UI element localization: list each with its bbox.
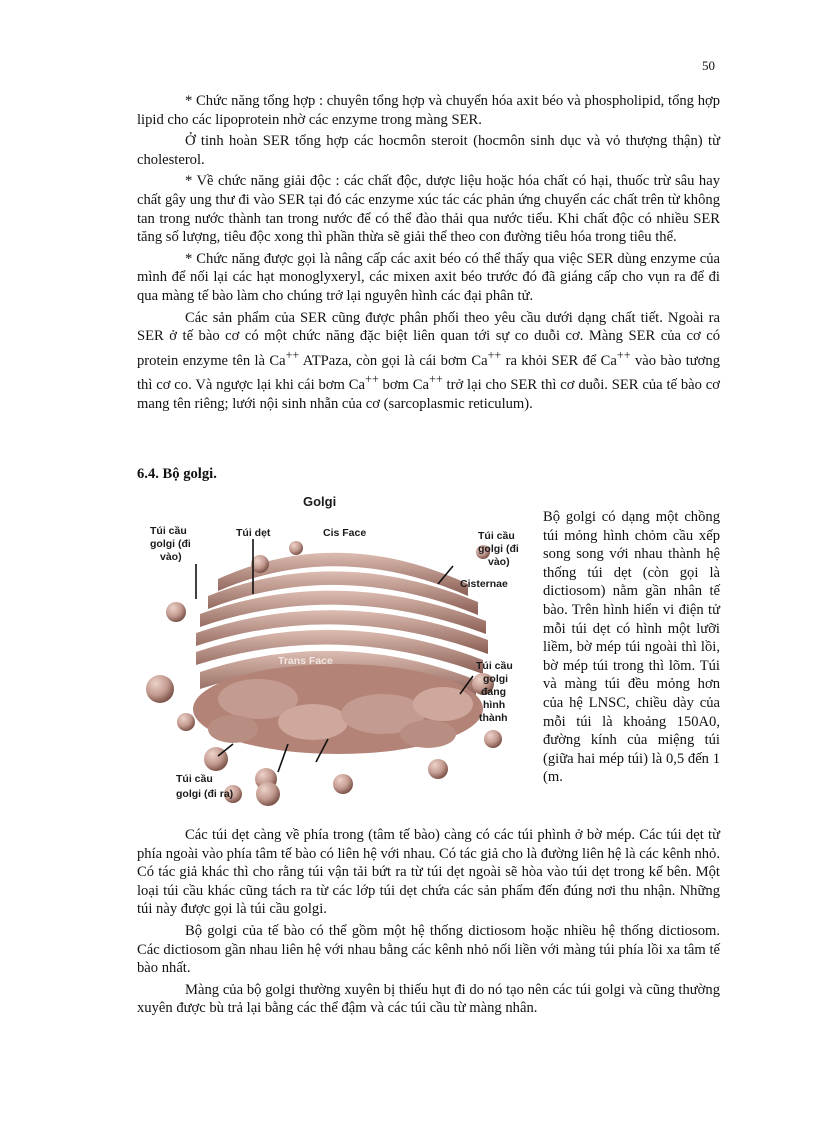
paragraph-ser-muscle: Các sản phẩm của SER cũng được phân phối theo yêu cầu dưới dạng chất tiết. Ngoài ra SER ở tế bào cơ có một chức năng đặc biệt liên quan tới sự co duỗi cơ. Màng SER của cơ có protein enzyme tên là Ca++ ATPaza, còn gọi là cái bơm Ca++ ra khỏi SER để Ca++ vào bào tương thì cơ co. Và ngược lại khi cái bơm Ca++ bơm Ca++ trở lại cho SER thì cơ duỗi. SER của tế bào cơ mang tên riêng; lưới nội sinh nhẵn của cơ (sarcoplasmic reticulum). xyxy=(137,309,720,412)
label-cisternae: Cisternae xyxy=(460,578,508,590)
golgi-illustration xyxy=(138,484,531,819)
label-forming: thành xyxy=(479,712,508,724)
page-number: 50 xyxy=(702,58,715,73)
label-vesicle-in-right: golgi (đi xyxy=(478,543,519,555)
label-vesicle-in-right: vào) xyxy=(488,556,510,568)
label-forming: Túi cầu xyxy=(476,660,513,672)
section-heading: 6.4. Bộ golgi. xyxy=(137,466,217,482)
label-vesicle-out: Túi cầu xyxy=(176,773,213,785)
paragraph: * Chức năng được gọi là nâng cấp các axit béo có thể thấy qua việc SER dùng enzyme của mình để nối lại các hạt monoglyxeryl, các mixen axit béo trước đó đã giáng cấp cho vụn ra để đi qua màng tế bào làm cho chúng trở lại nguyên hình các đại phân tử. xyxy=(137,250,720,304)
label-forming: hình xyxy=(483,699,506,711)
label-forming: đang xyxy=(481,686,507,698)
paragraph: Bộ golgi của tế bào có thể gồm một hệ thống dictiosom hoặc nhiều hệ thống dictiosom. Các dictiosom gần nhau liên hệ với nhau bằng các kênh nhỏ nối liền với màng túi phía lồi xa tâm tế bào nhất. xyxy=(137,922,720,977)
body-text-bottom xyxy=(137,826,720,1021)
paragraph: Ở tinh hoàn SER tổng hợp các hocmôn steroit (hocmôn sinh dục và vỏ thượng thận) từ cholesterol. xyxy=(137,133,720,168)
label-forming: golgi xyxy=(483,673,509,685)
body-text-top xyxy=(137,92,720,416)
label-trans-face: Trans Face xyxy=(278,655,333,667)
label-vesicle-in-left: Túi cầu xyxy=(150,525,187,537)
label-vesicle-out: golgi (đi ra) xyxy=(176,788,234,800)
paragraph: Màng của bộ golgi thường xuyên bị thiếu hụt đi do nó tạo nên các túi golgi và cũng thường xuyên được bù trả lại bằng các thể đậm và các túi cầu từ màng nhân. xyxy=(137,981,720,1017)
paragraph: * Về chức năng giải độc : các chất độc, dược liệu hoặc hóa chất có hại, thuốc trừ sâu hay chất gây ung thư đi vào SER tại đó các enzyme xúc tác các phản ứng chuyển các chất trên từ không tan trong nước thành tan trong nước để có thể đào thải qua nước tiểu. Khi chất độc có nhiều SER tăng số lượng, tiêu độc xong thì phần thừa sẽ giải thể theo con đường tiêu hóa trong tiêu thể. xyxy=(137,173,720,246)
label-flat-sac: Túi dẹt xyxy=(236,527,271,539)
label-vesicle-in-left: vào) xyxy=(160,551,182,563)
figure-title: Golgi xyxy=(303,494,337,509)
golgi-figure xyxy=(138,484,531,819)
label-vesicle-in-left: golgi (đi xyxy=(150,538,191,550)
label-cis-face: Cis Face xyxy=(323,527,367,539)
label-vesicle-in-right: Túi cầu xyxy=(478,530,515,542)
side-text: Bộ golgi có dạng một chồng túi mỏng hình chỏm cầu xếp song song với nhau thành hệ thống túi dẹt (còn gọi là dictiosom) nằm gần nhân tế bào. Trên hình hiển vi điện tử mỗi túi dẹt có hình một lưỡi liềm, bờ mép túi ngoài thì lồi, bờ mép túi trong thì lõm. Túi và màng túi đều mỏng hơn của hệ LNSC, chiều dày của mỗi túi là khoảng 150A0, đường kính của miệng túi (giữa hai mép túi) là 0,5 đến 1 (m. xyxy=(543,509,720,786)
paragraph: Các túi dẹt càng về phía trong (tâm tế bào) càng có các túi phình ở bờ mép. Các túi dẹt từ phía ngoài vào phía tâm tế bào có liên hệ với nhau. Có tác giả cho là đường liên hệ là các kênh nhỏ. Có tác giả khác thì cho rằng túi vận tải bứt ra từ túi dẹt ngoài sẽ hòa vào túi dẹt trong kế bên. Một loại túi cầu khác cũng tách ra từ các lớp túi dẹt chứa các sản phẩm đến đúng nơi thu nhận. Những túi này được gọi là túi cầu golgi. xyxy=(137,827,720,918)
paragraph: * Chức năng tổng hợp : chuyên tổng hợp và chuyển hóa axit béo và phospholipid, tổng hợp lipid cho các lipoprotein nhờ các enzyme trong màng SER. xyxy=(137,93,720,128)
